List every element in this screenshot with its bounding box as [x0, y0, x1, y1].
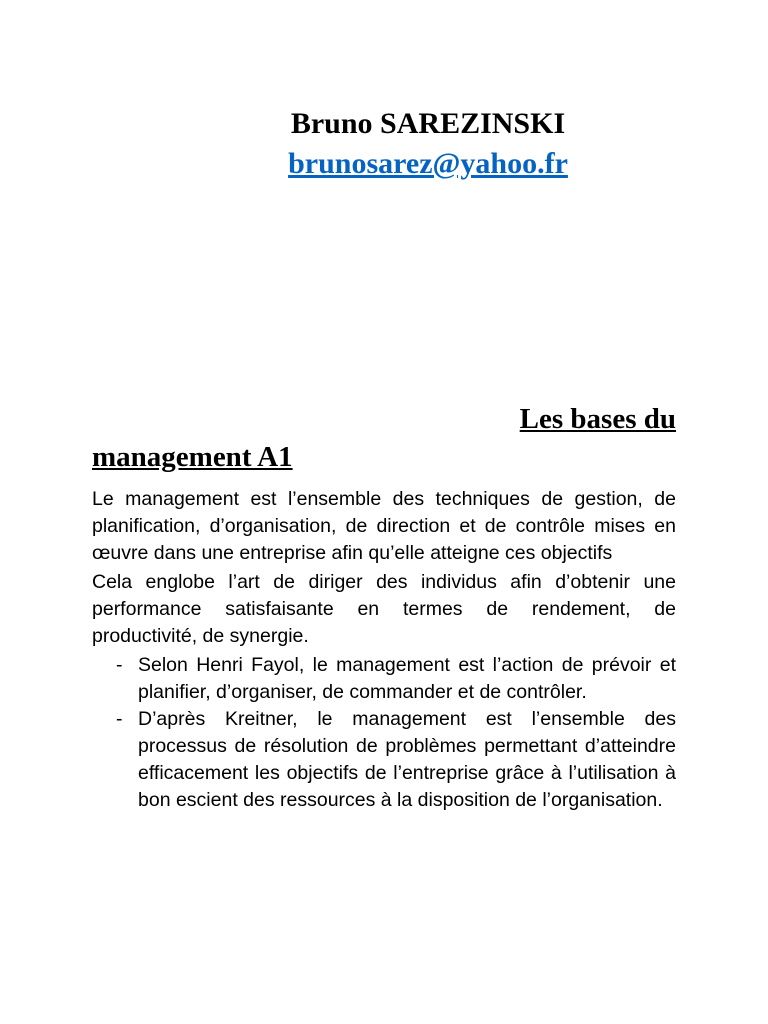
bullet-marker: - — [116, 708, 123, 730]
paragraph-scope: Cela englobe l’art de diriger des individus afin d’obtenir une performance satisfaisante en termes de rendement, de productivité, de synergie. — [92, 571, 676, 647]
list-item — [92, 652, 676, 706]
bullet-list — [92, 652, 676, 814]
paragraph-definition: Le management est l’ensemble des techniques de gestion, de planification, d’organisation, de direction et de contrôle mises en œuvre dans une entreprise afin qu’elle atteigne ces objectifs — [92, 488, 676, 564]
document-body — [92, 400, 676, 814]
bullet-marker: - — [116, 654, 123, 676]
author-email-link[interactable]: brunosarez@yahoo.fr — [288, 147, 568, 180]
bullet-text-fayol: Selon Henri Fayol, le management est l’action de prévoir et planifier, d’organiser, de commander et de contrôler. — [138, 654, 676, 703]
document-title-line-1: Les bases du — [519, 403, 676, 435]
author-name: Bruno SAREZINSKI — [290, 107, 566, 140]
list-item — [92, 706, 676, 814]
bullet-text-kreitner: D’après Kreitner, le management est l’ensemble des processus de résolution de problèmes permettant d’atteindre efficacement les objectifs de l’entreprise grâce à l’utilisation à bon escient des ressources à la disposition de l’organisation. — [138, 708, 676, 811]
document-title-line-2: management A1 — [92, 441, 293, 473]
author-block — [0, 104, 768, 184]
